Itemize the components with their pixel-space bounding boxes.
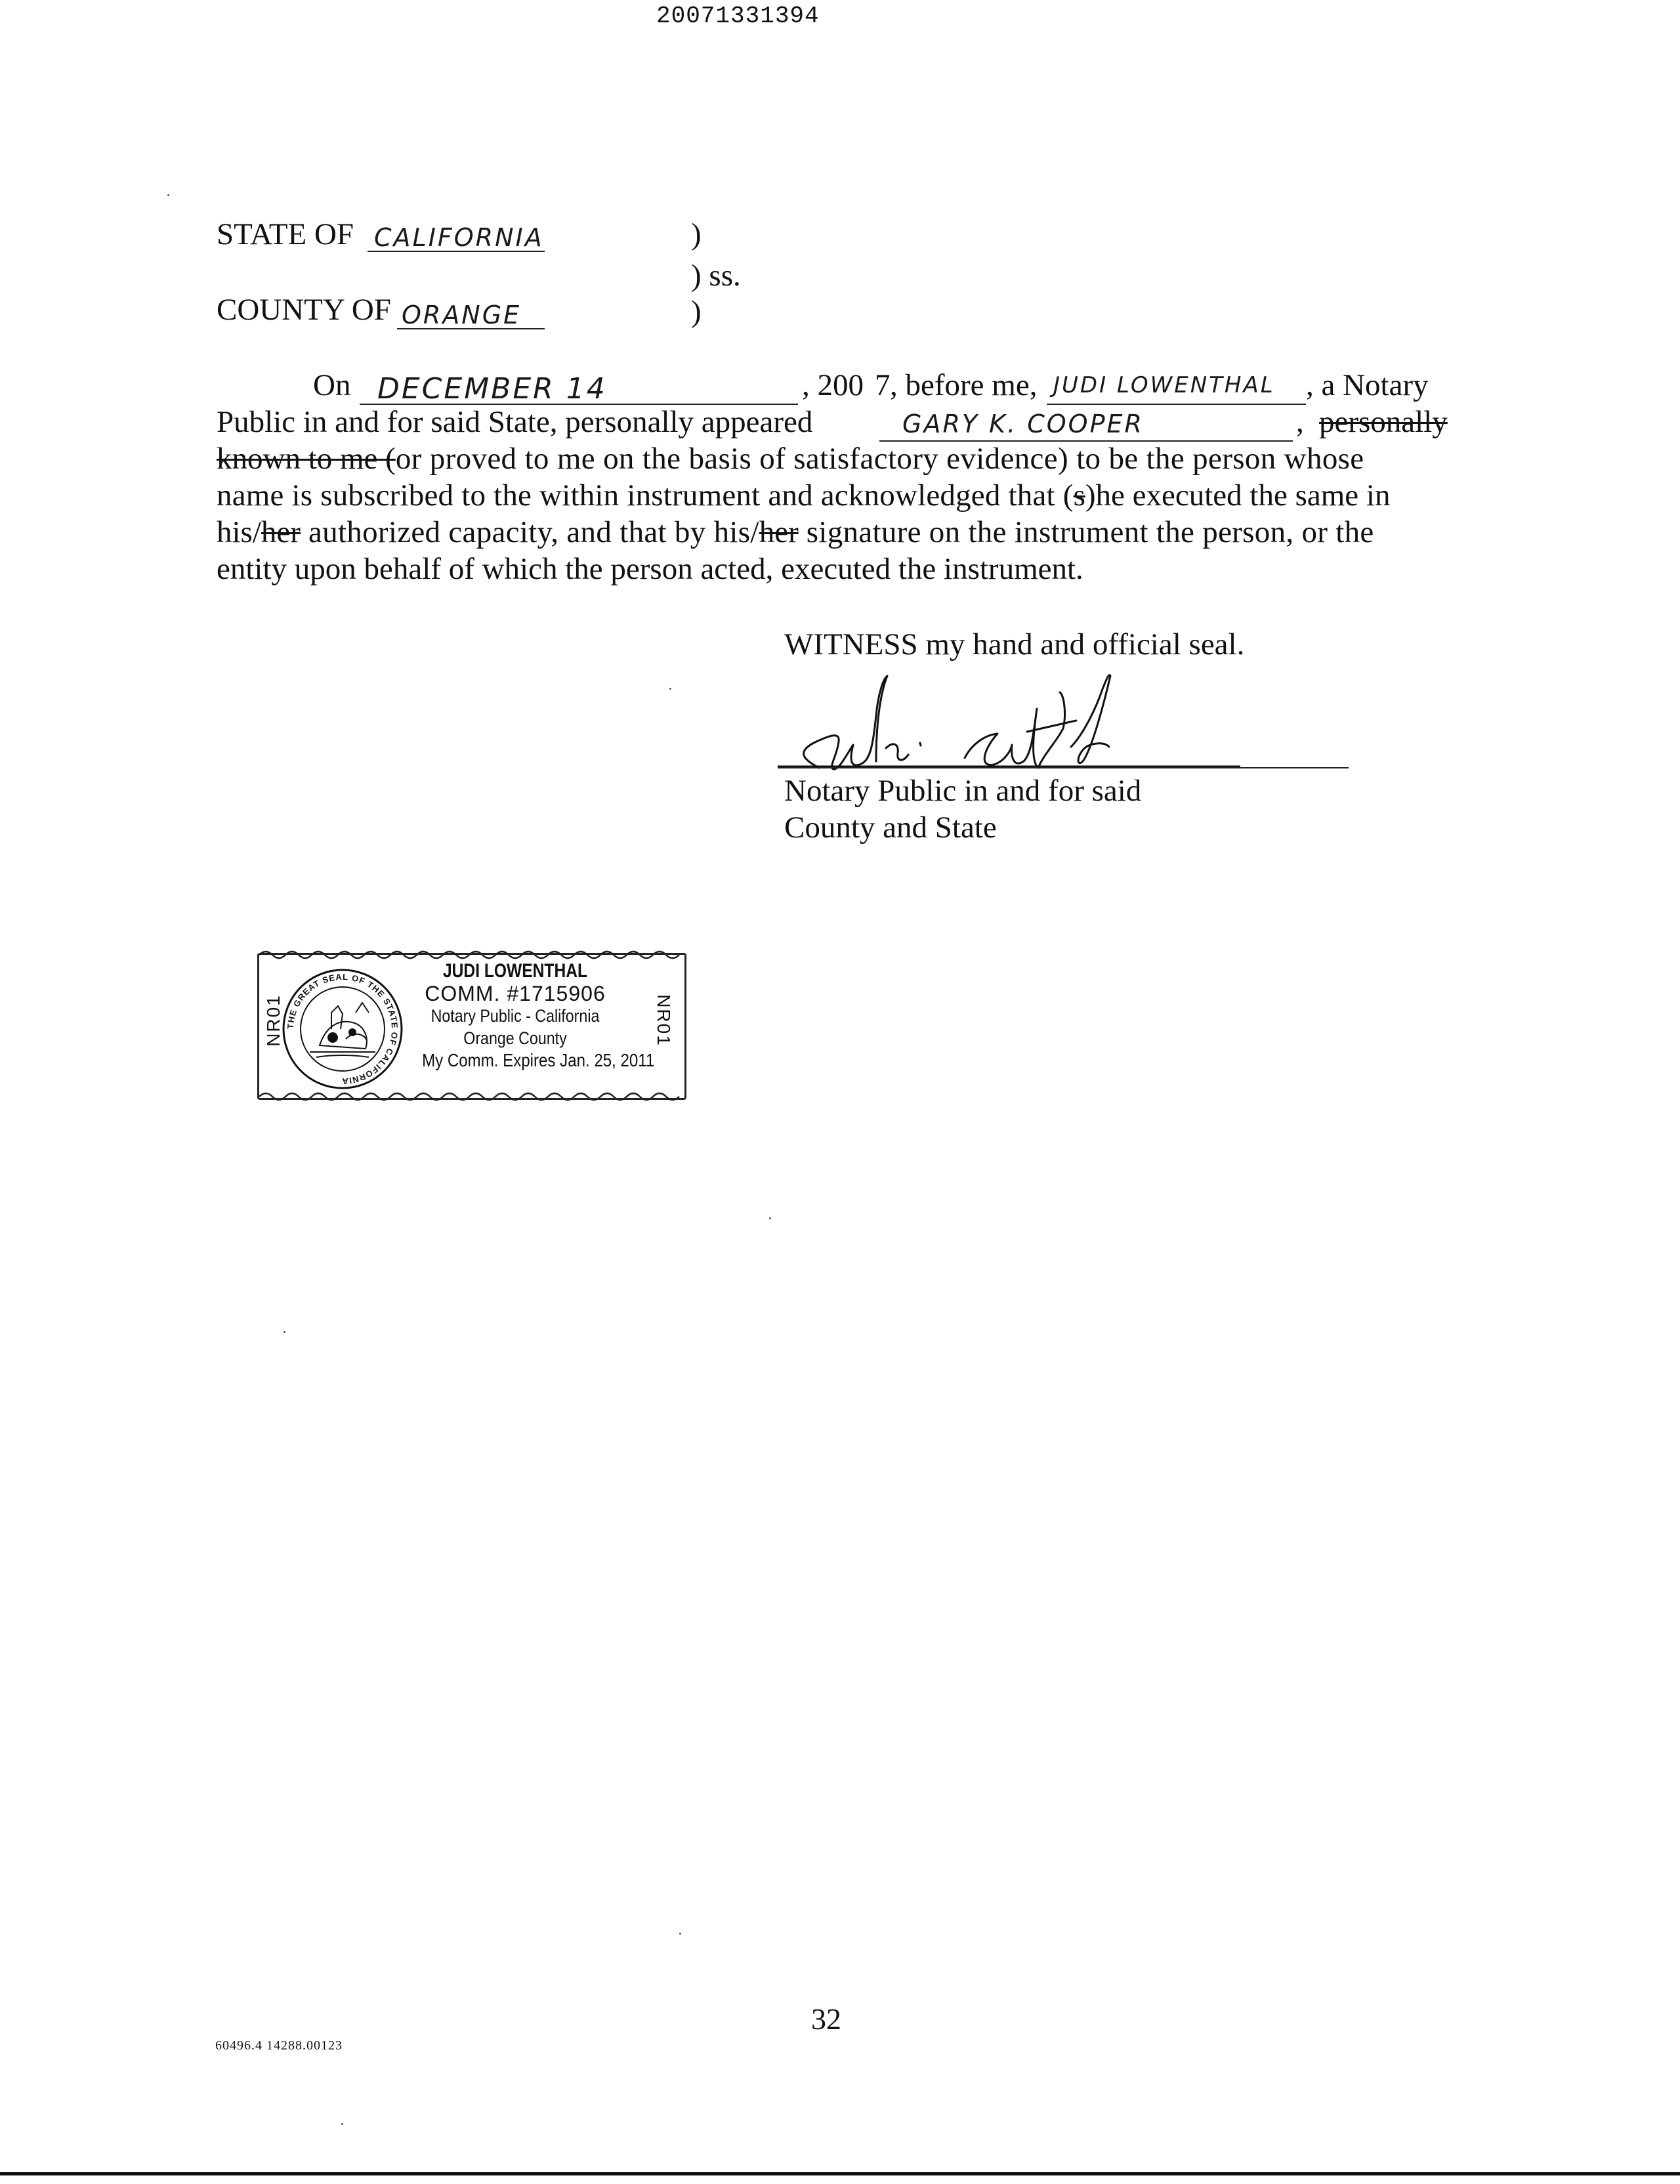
stamp-text-block <box>407 960 655 1072</box>
signature-caption-1: Notary Public in and for said <box>784 774 1142 808</box>
svg-text:THE GREAT SEAL OF THE STATE OF <box>285 972 400 1086</box>
ack-year-digit: 7 <box>875 368 891 402</box>
ack-a-notary: , a Notary <box>1306 368 1429 402</box>
ack-line5-c: signature on the instrument the person, or the <box>798 515 1374 549</box>
ack-known-to-me-struck: known to me ( <box>217 442 396 476</box>
signature-caption-2: County and State <box>784 810 997 845</box>
ack-on: On <box>313 368 351 402</box>
ack-line3-rest: or proved to me on the basis of satisfactory evidence) to be the person whose <box>395 442 1364 476</box>
scan-speck <box>669 688 671 690</box>
ack-line5-a: his/ <box>217 515 261 549</box>
venue-ss: ) ss. <box>691 259 741 293</box>
california-seal-icon <box>280 967 405 1091</box>
page-number: 32 <box>811 2002 841 2036</box>
ack-year-prefix: , 200 <box>802 368 864 402</box>
state-label: STATE OF <box>217 217 354 251</box>
ack-line4-a: name is subscribed to the within instrument and acknowledged that ( <box>217 478 1074 513</box>
notary-signature <box>768 669 1240 781</box>
notary-name-value: JUDI LOWENTHAL <box>1053 372 1275 398</box>
ack-line2-comma: , <box>1296 405 1304 439</box>
stamp-side-code-right: NR01 <box>653 994 674 1047</box>
stamp-title: Notary Public - California <box>430 1006 600 1026</box>
ack-line5-her1-struck: her <box>261 515 301 549</box>
scan-speck <box>341 2123 343 2125</box>
ack-line5-her2-struck: her <box>759 515 799 549</box>
stamp-commission: COMM. #1715906 <box>425 982 606 1005</box>
appeared-value: GARY K. COOPER <box>902 410 1144 438</box>
scan-speck <box>769 1217 771 1219</box>
scan-speck <box>679 1933 681 1935</box>
seal-ring-text: THE GREAT SEAL OF THE STATE OF CALIFORNIA <box>285 971 400 1087</box>
footer-code: 60496.4 14288.00123 <box>215 2038 343 2053</box>
state-value: CALIFORNIA <box>374 223 544 252</box>
date-value: DECEMBER 14 <box>377 372 607 406</box>
county-value: ORANGE <box>402 301 522 329</box>
ack-line5-b: authorized capacity, and that by his/ <box>300 515 759 549</box>
ack-before-me: , before me, <box>890 368 1038 402</box>
ack-line5 <box>217 514 1374 550</box>
signature-rule <box>778 767 1349 768</box>
county-label: COUNTY OF <box>217 293 391 327</box>
ack-line4-s-struck: s <box>1073 478 1085 513</box>
stamp-expires: My Comm. Expires Jan. 25, 2011 <box>422 1050 655 1070</box>
venue-paren-top: ) <box>691 217 702 251</box>
scan-speck <box>284 1331 285 1333</box>
stamp-side-code-left: NR01 <box>262 994 284 1047</box>
ack-line4-b: )he executed the same in <box>1085 478 1391 513</box>
ack-personally-struck: personally <box>1319 405 1448 439</box>
venue-paren-bottom: ) <box>691 295 702 329</box>
witness-text: WITNESS my hand and official seal. <box>784 627 1245 662</box>
document-number: 20071331394 <box>656 3 820 30</box>
ack-line2-a: Public in and for said State, personally appeared <box>217 405 813 439</box>
ack-line6: entity upon behalf of which the person acted, executed the instrument. <box>217 552 1083 586</box>
notary-name-blank <box>1047 404 1306 405</box>
notary-stamp <box>257 953 686 1100</box>
scan-speck <box>167 194 169 196</box>
ack-line3 <box>217 441 1364 476</box>
stamp-county: Orange County <box>463 1028 567 1048</box>
ack-line4 <box>217 478 1390 513</box>
bottom-scan-edge <box>0 2172 1680 2175</box>
stamp-name: JUDI LOWENTHAL <box>442 960 588 982</box>
